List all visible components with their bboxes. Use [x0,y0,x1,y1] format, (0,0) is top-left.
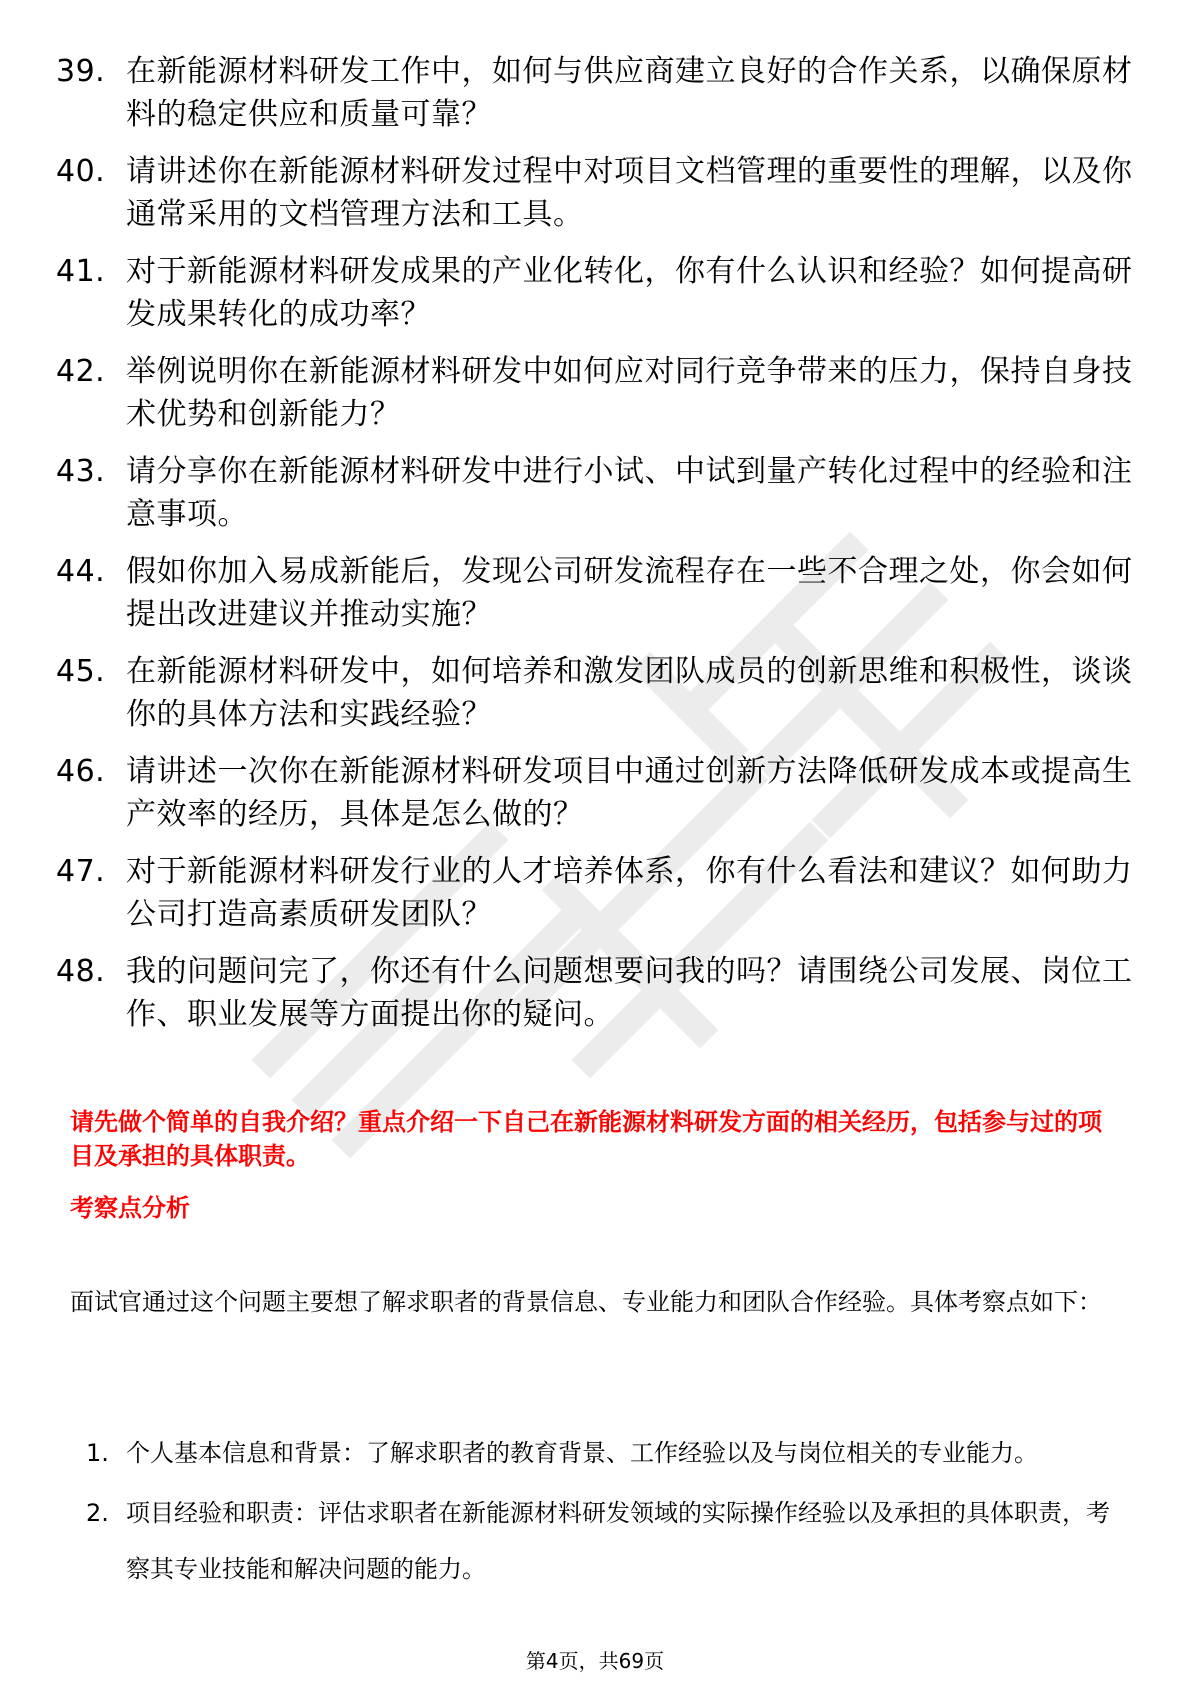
question-number: 47. [56,854,106,889]
point-text: 项目经验和职责：评估求职者在新能源材料研发领域的实际操作经验以及承担的具体职责，考察其专业技能和解决问题的能力。 [126,1499,1110,1583]
assessment-points-list [86,1425,1120,1601]
question-text: 对于新能源材料研发行业的人才培养体系，你有什么看法和建议？如何助力公司打造高素质研发团队？ [126,854,1133,932]
section-heading: 考察点分析 [70,1194,190,1222]
question-item [56,50,1136,136]
question-text: 在新能源材料研发工作中，如何与供应商建立良好的合作关系，以确保原材料的稳定供应和质量可靠？ [126,54,1133,132]
highlighted-question: 请先做个简单的自我介绍？重点介绍一下自己在新能源材料研发方面的相关经历，包括参与过的项目及承担的具体职责。 [70,1108,1102,1170]
question-number: 43. [56,454,106,489]
question-item [56,950,1136,1036]
question-text: 我的问题问完了，你还有什么问题想要问我的吗？请围绕公司发展、岗位工作、职业发展等方面提出你的疑问。 [126,954,1133,1032]
intro-paragraph: 面试官通过这个问题主要想了解求职者的背景信息、专业能力和团队合作经验。具体考察点如下： [70,1288,1102,1316]
question-item [56,150,1136,236]
question-number: 46. [56,754,106,789]
question-item [56,250,1136,336]
point-number: 1. [86,1439,109,1467]
question-item [56,850,1136,936]
question-text: 请讲述一次你在新能源材料研发项目中通过创新方法降低研发成本或提高生产效率的经历，具体是怎么做的？ [126,754,1133,832]
question-text: 对于新能源材料研发成果的产业化转化，你有什么认识和经验？如何提高研发成果转化的成功率？ [126,254,1133,332]
question-number: 41. [56,254,106,289]
question-item [56,750,1136,836]
question-item [56,650,1136,736]
question-number: 44. [56,554,106,589]
question-text: 假如你加入易成新能后，发现公司研发流程存在一些不合理之处，你会如何提出改进建议并推动实施？ [126,554,1133,632]
question-text: 举例说明你在新能源材料研发中如何应对同行竞争带来的压力，保持自身技术优势和创新能力？ [126,354,1133,432]
point-text: 个人基本信息和背景：了解求职者的教育背景、工作经验以及与岗位相关的专业能力。 [126,1439,1038,1467]
question-text: 请讲述你在新能源材料研发过程中对项目文档管理的重要性的理解，以及你通常采用的文档管理方法和工具。 [126,154,1133,232]
page-footer: 第4页，共69页 [525,1649,665,1673]
point-number: 2. [86,1499,109,1527]
assessment-point [86,1425,1120,1481]
question-item [56,450,1136,536]
question-text: 请分享你在新能源材料研发中进行小试、中试到量产转化过程中的经验和注意事项。 [126,454,1133,532]
question-number: 48. [56,954,106,989]
assessment-point [86,1485,1120,1597]
question-list [56,50,1136,1050]
question-item [56,350,1136,436]
question-number: 42. [56,354,106,389]
question-item [56,550,1136,636]
question-number: 40. [56,154,106,189]
question-number: 39. [56,54,106,89]
question-number: 45. [56,654,106,689]
question-text: 在新能源材料研发中，如何培养和激发团队成员的创新思维和积极性，谈谈你的具体方法和实践经验？ [126,654,1133,732]
